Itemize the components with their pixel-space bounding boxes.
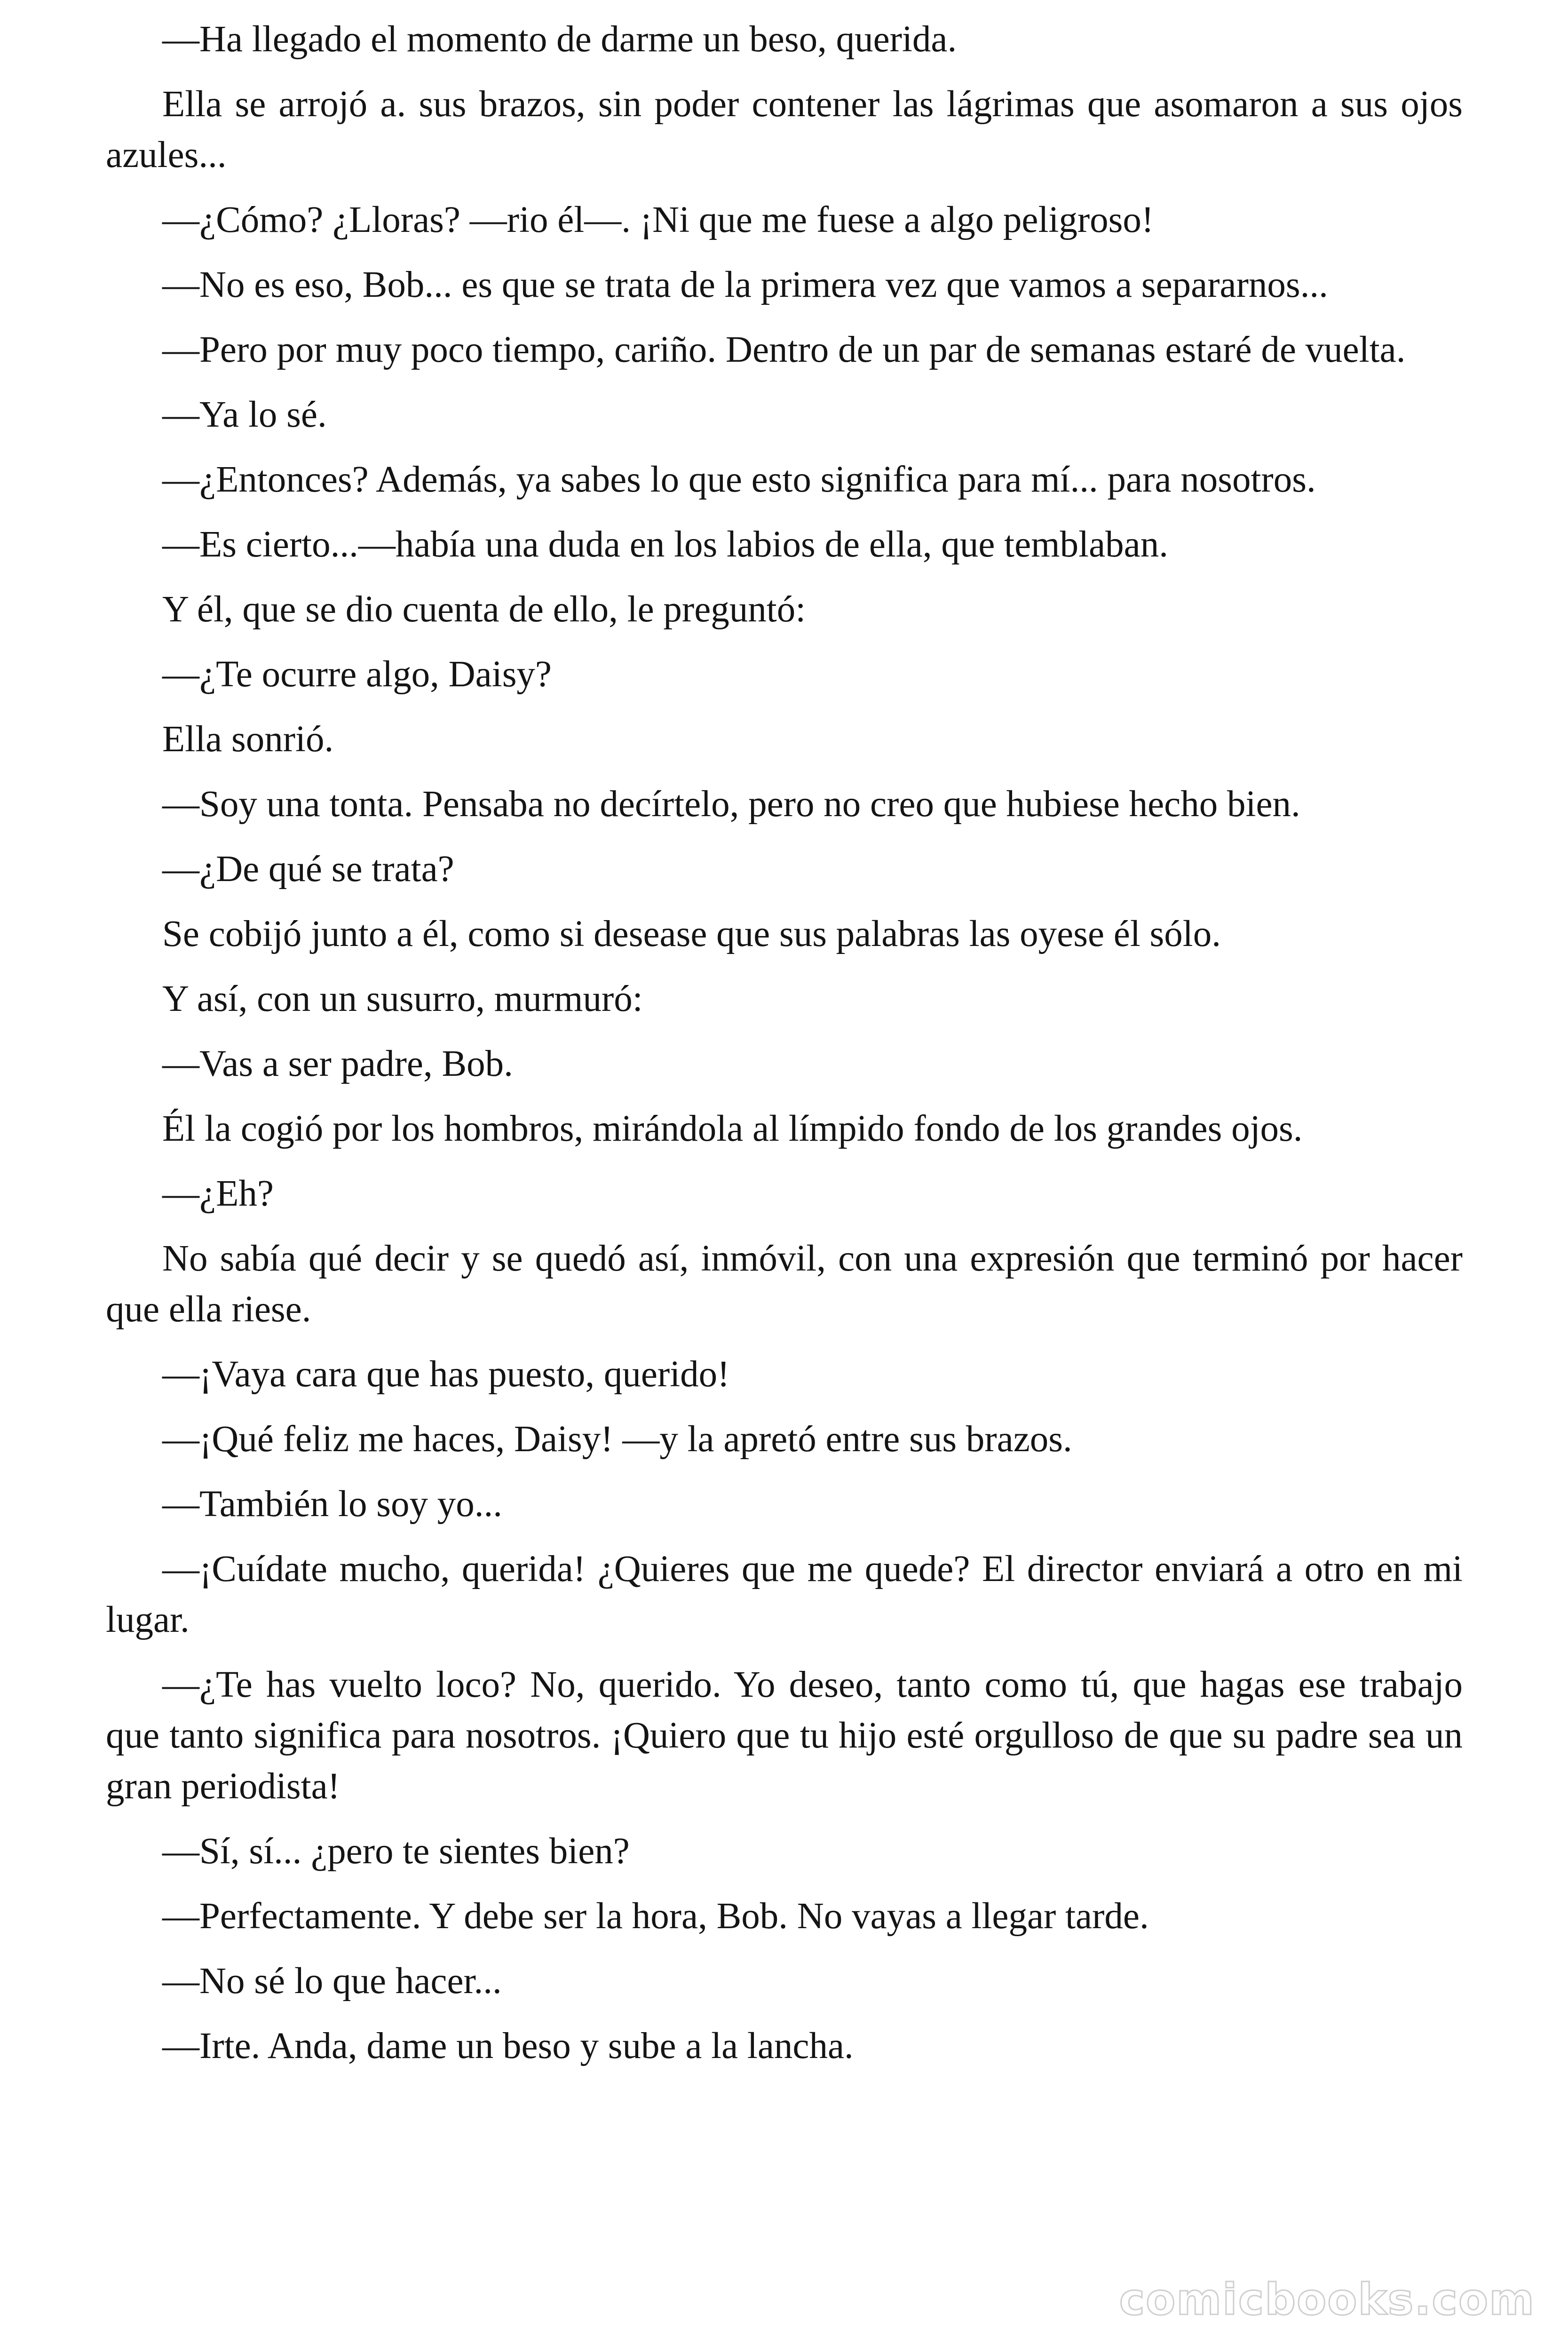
paragraph: —Ha llegado el momento de darme un beso, querida. bbox=[162, 19, 957, 60]
paragraph: —Perfectamente. Y debe ser la hora, Bob. No vayas a llegar tarde. bbox=[162, 1896, 1149, 1937]
paragraph: —Sí, sí... ¿pero te sientes bien? bbox=[162, 1831, 630, 1872]
paragraph: —¡Vaya cara que has puesto, querido! bbox=[162, 1354, 730, 1395]
paragraph: Y él, que se dio cuenta de ello, le preguntó: bbox=[162, 589, 806, 630]
paragraph: —¿De qué se trata? bbox=[162, 849, 454, 890]
body-text bbox=[106, 14, 1463, 2086]
paragraph: —No sé lo que hacer... bbox=[162, 1961, 502, 2002]
watermark: comicbooks.com bbox=[1119, 2274, 1535, 2325]
paragraph: Se cobijó junto a él, como si desease que sus palabras las oyese él sólo. bbox=[162, 914, 1221, 954]
paragraph: —¿Cómo? ¿Lloras? —rio él—. ¡Ni que me fuese a algo peligroso! bbox=[162, 199, 1154, 240]
paragraph: —No es eso, Bob... es que se trata de la primera vez que vamos a separarnos... bbox=[162, 264, 1328, 305]
paragraph: —¿Eh? bbox=[162, 1173, 274, 1214]
paragraph: —Pero por muy poco tiempo, cariño. Dentro de un par de semanas estaré de vuelta. bbox=[162, 329, 1406, 370]
paragraph: —Vas a ser padre, Bob. bbox=[162, 1043, 513, 1084]
paragraph: —¿Te ocurre algo, Daisy? bbox=[162, 654, 552, 695]
paragraph: —¡Qué feliz me haces, Daisy! —y la apretó entre sus brazos. bbox=[162, 1419, 1072, 1460]
paragraph: —¿Entonces? Además, ya sabes lo que esto significa para mí... para nosotros. bbox=[162, 459, 1316, 500]
paragraph: —Ya lo sé. bbox=[162, 394, 327, 435]
paragraph: Él la cogió por los hombros, mirándola al límpido fondo de los grandes ojos. bbox=[162, 1108, 1303, 1149]
paragraph: —¡Cuídate mucho, querida! ¿Quieres que me quede? El director enviará a otro en mi lugar. bbox=[106, 1549, 1463, 1640]
paragraph: Ella sonrió. bbox=[162, 719, 334, 760]
paragraph: —Irte. Anda, dame un beso y sube a la lancha. bbox=[162, 2026, 854, 2066]
paragraph: —Es cierto...—había una duda en los labios de ella, que temblaban. bbox=[162, 524, 1168, 565]
paragraph: —¿Te has vuelto loco? No, querido. Yo deseo, tanto como tú, que hagas ese trabajo que tanto significa para nosotros. ¡Quiero que tu hijo esté orgulloso de que su padre sea un gran periodista! bbox=[106, 1664, 1463, 1807]
paragraph: Y así, con un susurro, murmuró: bbox=[162, 978, 643, 1019]
paragraph: —Soy una tonta. Pensaba no decírtelo, pero no creo que hubiese hecho bien. bbox=[162, 784, 1300, 825]
paragraph: —También lo soy yo... bbox=[162, 1484, 502, 1525]
paragraph: Ella se arrojó a. sus brazos, sin poder contener las lágrimas que asomaron a sus ojos azules... bbox=[106, 84, 1463, 175]
paragraph: No sabía qué decir y se quedó así, inmóvil, con una expresión que terminó por hacer que ella riese. bbox=[106, 1238, 1463, 1330]
